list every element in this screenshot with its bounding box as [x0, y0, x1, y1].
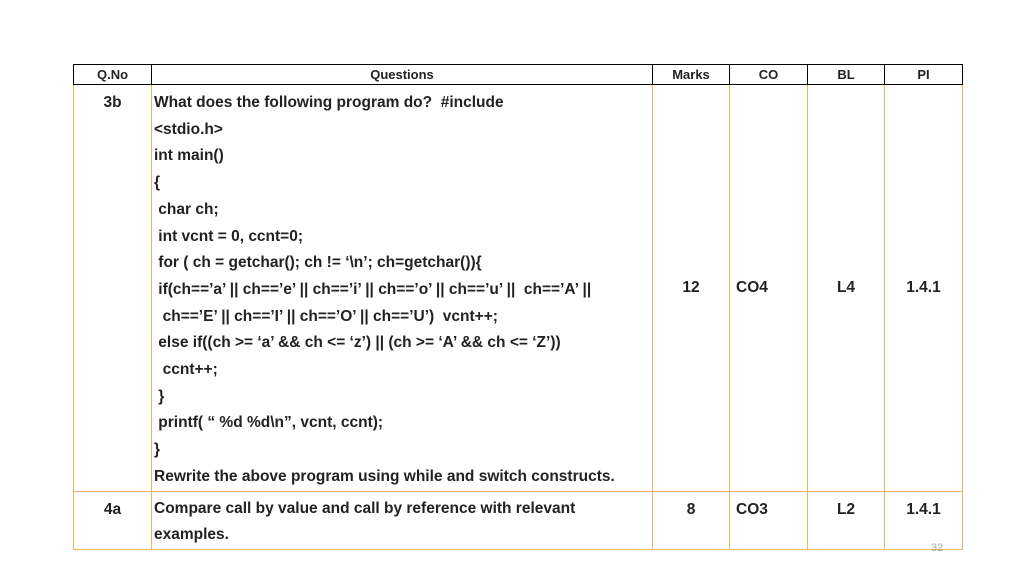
header-marks: Marks: [653, 65, 730, 85]
header-questions: Questions: [152, 65, 653, 85]
marks-cell: 12: [653, 85, 730, 492]
pi-cell: 1.4.1: [885, 85, 963, 492]
co-cell: CO4: [730, 85, 808, 492]
question-line: if(ch==’a’ || ch==’e’ || ch==’i’ || ch==’o’ || ch==’u’ || ch==’A’ ||: [154, 280, 592, 298]
question-line: int vcnt = 0, ccnt=0;: [154, 227, 304, 245]
question-line: for ( ch = getchar(); ch != ‘\n’; ch=getchar()){: [154, 254, 482, 272]
question-number: 3b: [74, 85, 152, 492]
question-line: }: [154, 441, 161, 459]
question-line: {: [154, 174, 161, 192]
page-number: 32: [931, 542, 944, 554]
question-line: <stdio.h>: [154, 120, 223, 138]
question-text: [152, 85, 653, 492]
table-row: [74, 491, 963, 549]
question-line: What does the following program do? #include: [154, 94, 504, 111]
bl-cell: L2: [808, 491, 885, 549]
header-bl: BL: [808, 65, 885, 85]
pi-cell: 1.4.1: [885, 491, 963, 549]
bl-cell: L4: [808, 85, 885, 492]
questions-table: [73, 64, 963, 550]
question-line: char ch;: [154, 200, 219, 218]
header-co: CO: [730, 65, 808, 85]
question-line: Rewrite the above program using while and switch constructs.: [154, 467, 615, 485]
question-text: Compare call by value and call by reference with relevant examples.: [152, 491, 653, 549]
marks-cell: 8: [653, 491, 730, 549]
question-line: }: [154, 387, 165, 405]
question-line: ccnt++;: [154, 361, 218, 379]
table-header-row: [74, 65, 963, 85]
header-qno: Q.No: [74, 65, 152, 85]
co-cell: CO3: [730, 491, 808, 549]
header-pi: PI: [885, 65, 963, 85]
question-line: printf( “ %d %d\n”, vcnt, ccnt);: [154, 414, 384, 432]
question-line: int main(): [154, 147, 224, 165]
table-row: [74, 85, 963, 492]
question-line: else if((ch >= ‘a’ && ch <= ‘z’) || (ch >= ‘A’ && ch <= ‘Z’)): [154, 334, 561, 352]
question-number: 4a: [74, 491, 152, 549]
question-line: ch==’E’ || ch==’I’ || ch==’O’ || ch==’U’) vcnt++;: [154, 307, 498, 325]
